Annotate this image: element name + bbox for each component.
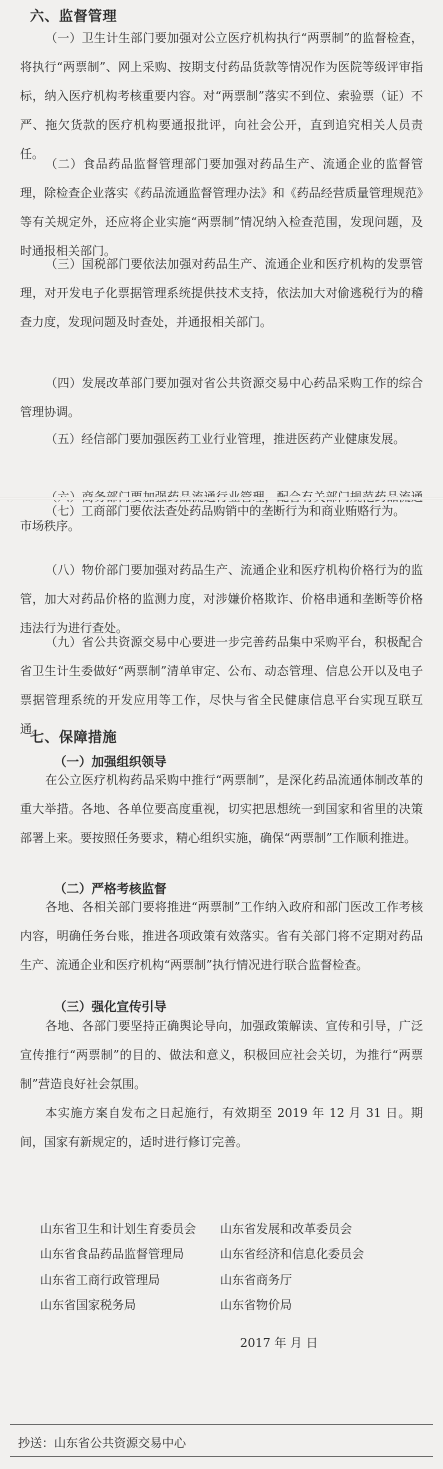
- signatory-right-4: 山东省物价局: [220, 1298, 293, 1312]
- signatory-left-4: 山东省国家税务局: [40, 1298, 137, 1312]
- section-6-item-9: （九）省公共资源交易中心要进一步完善药品集中采购平台，积极配合省卫生计生委做好“两票制”清单审定、公布、动态管理、信息公开以及电子票据管理系统的开发应用等工作，尽快与省全民健康信息平台实现互联互通。: [20, 635, 423, 736]
- section-6-item-5: （五）经信部门要加强医药工业行业管理，推进医药产业健康发展。: [45, 432, 406, 446]
- section-7-heading: 七、保障措施: [30, 730, 117, 746]
- section-6-item-1: （一）卫生计生部门要加强对公立医疗机构执行“两票制”的监督检查，将执行“两票制”、网上采购、按期支付药品货款等情况作为医院等级评审指标，纳入医疗机构考核重要内容。对“两票制”落实不到位、索验票（证）不严、拖欠货款的医疗机构要通报批评，向社会公开，直到追究相关人员责任。: [20, 31, 423, 161]
- section-6-item-7: （七）工商部门要依法查处药品购销中的垄断行为和商业贿赂行为。: [45, 504, 406, 518]
- section-6-item-6: 市场秩序。: [20, 519, 81, 533]
- closing-paragraph: 本实施方案自发布之日起施行，有效期至 2019 年 12 月 31 日。期间，国家有新规定的，适时进行修订完善。: [20, 1106, 423, 1149]
- signatory-left-3: 山东省工商行政管理局: [40, 1273, 161, 1287]
- section-7-sub3-title: （三）强化宣传引导: [54, 999, 167, 1014]
- signatory-left-2: 山东省食品药品监督管理局: [40, 1247, 185, 1261]
- section-7-sub2-title: （二）严格考核监督: [54, 881, 167, 896]
- section-6-item-4: （四）发展改革部门要加强对省公共资源交易中心药品采购工作的综合管理协调。: [20, 376, 423, 419]
- section-6-item-2: （二）食品药品监督管理部门要加强对药品生产、流通企业的监督管理，除检查企业落实《药品流通监督管理办法》和《药品经营质量管理规范》等有关规定外，还应将企业实施“两票制”情况纳入检查范围，发现问题，及时通报相关部门。: [20, 157, 423, 258]
- document-date: 2017 年 月 日: [240, 1336, 318, 1350]
- signatory-right-2: 山东省经济和信息化委员会: [220, 1247, 365, 1261]
- section-7-sub1-text: 在公立医疗机构药品采购中推行“两票制”，是深化药品流通体制改革的重大举措。各地、各单位要高度重视，切实把思想统一到国家和省里的决策部署上来。要按照任务要求，精心组织实施，确保“两票制”工作顺利推进。: [20, 773, 423, 845]
- section-7-sub3-text: 各地、各部门要坚持正确舆论导向，加强政策解读、宣传和引导，广泛宣传推行“两票制”的目的、做法和意义，积极回应社会关切，为推行“两票制”营造良好社会氛围。: [20, 1019, 423, 1091]
- cc-line: 抄送：山东省公共资源交易中心: [18, 1436, 187, 1450]
- signatory-right-3: 山东省商务厅: [220, 1273, 293, 1287]
- cc-top-rule: [10, 1424, 433, 1425]
- signatory-right-1: 山东省发展和改革委员会: [220, 1222, 353, 1236]
- section-7-sub1-title: （一）加强组织领导: [54, 754, 167, 769]
- section-7-sub2-text: 各地、各相关部门要将推进“两票制”工作纳入政府和部门医改工作考核内容，明确任务台账，推进各项政策有效落实。省有关部门将不定期对药品生产、流通企业和医疗机构“两票制”执行情况进行联合监督检查。: [20, 900, 423, 972]
- signatory-left-1: 山东省卫生和计划生育委员会: [40, 1222, 197, 1236]
- section-6-item-3: （三）国税部门要依法加强对药品生产、流通企业和医疗机构的发票管理，对开发电子化票据管理系统提供技术支持，依法加大对偷逃税行为的稽查力度，发现问题及时查处，并通报相关部门。: [20, 257, 423, 329]
- section-6-heading: 六、监督管理: [30, 9, 117, 25]
- section-6-item-8: （八）物价部门要加强对药品生产、流通企业和医疗机构价格行为的监管，加大对药品价格的监测力度，对涉嫌价格欺诈、价格串通和垄断等价格违法行为进行查处。: [20, 563, 423, 635]
- cc-bottom-rule: [10, 1456, 433, 1457]
